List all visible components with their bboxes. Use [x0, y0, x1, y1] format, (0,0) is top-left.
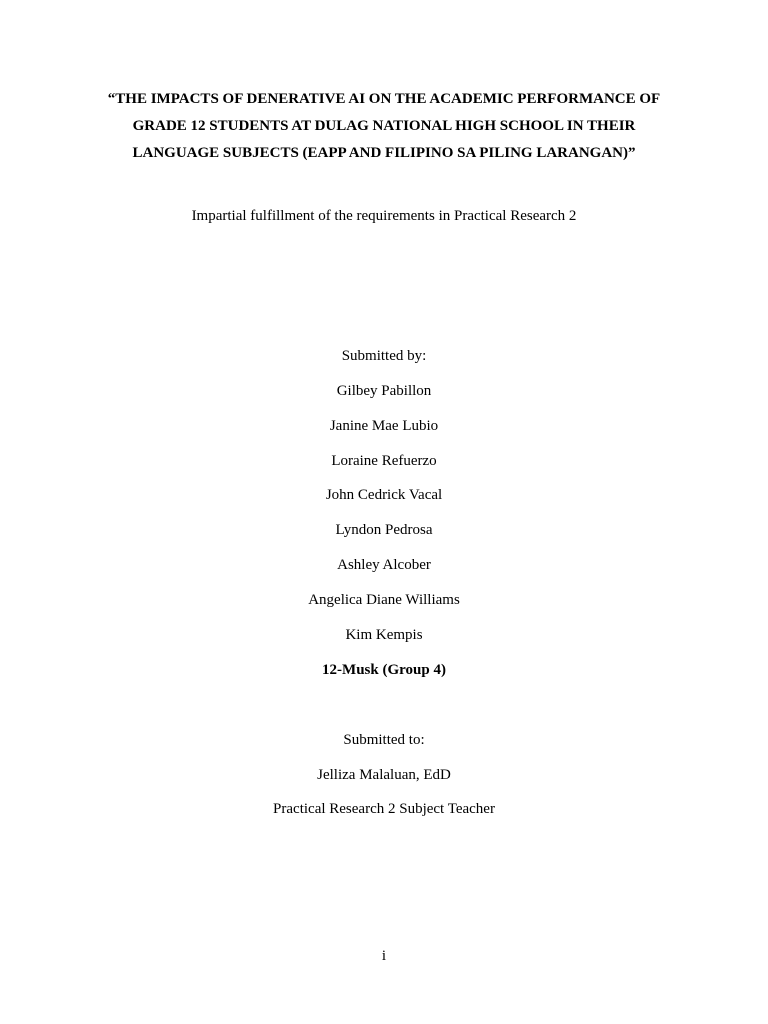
title-line-1: “THE IMPACTS OF DENERATIVE AI ON THE ACADEMIC PERFORMANCE OF: [107, 91, 661, 107]
author-name: Loraine Refuerzo: [331, 453, 437, 469]
page-number: i: [381, 948, 387, 964]
author-name: John Cedrick Vacal: [325, 487, 443, 503]
author-name: Lyndon Pedrosa: [335, 522, 433, 538]
fulfillment-statement: Impartial fulfillment of the requirements in Practical Research 2: [191, 208, 577, 224]
submitted-by-label: Submitted by:: [341, 348, 427, 364]
author-name: Janine Mae Lubio: [329, 418, 439, 434]
author-name: Angelica Diane Williams: [308, 592, 460, 608]
author-name: Gilbey Pabillon: [336, 383, 432, 399]
section-group: 12-Musk (Group 4): [322, 662, 446, 678]
title-line-3: LANGUAGE SUBJECTS (EAPP AND FILIPINO SA PILING LARANGAN)”: [132, 145, 636, 161]
teacher-role: Practical Research 2 Subject Teacher: [273, 801, 495, 817]
author-name: Kim Kempis: [345, 627, 423, 643]
author-name: Ashley Alcober: [337, 557, 431, 573]
teacher-name: Jelliza Malaluan, EdD: [317, 767, 451, 783]
title-line-2: GRADE 12 STUDENTS AT DULAG NATIONAL HIGH SCHOOL IN THEIR: [132, 118, 636, 134]
research-title: [80, 86, 688, 167]
submitted-to-label: Submitted to:: [343, 732, 425, 748]
